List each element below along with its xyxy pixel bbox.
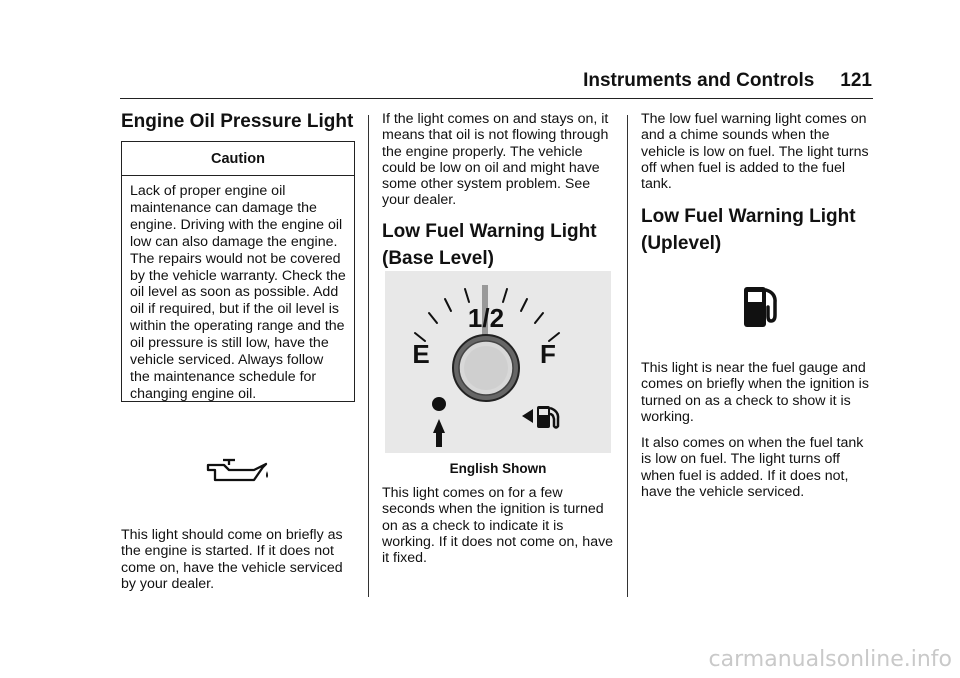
caution-text: Lack of proper engine oil maintenance can damage the engine. Driving with the engine oil low can also damage the engine. The repairs would not be covered by the vehicle warranty. Check the oil level as soon as possible. Add oil if required, but if the oil level is within the operating range and the oil pressure is still low, have the vehicle serviced. Always follow the maintenance schedule for changing engine oil. xyxy=(130,183,346,402)
header-divider xyxy=(120,98,873,99)
oil-flow-paragraph: If the light comes on and stays on, it means that oil is not flowing through the engine properly. The vehicle could be low on oil and might have some other system problem. See your dealer. xyxy=(382,111,609,209)
heading-low-fuel-uplevel-line2: (Uplevel) xyxy=(641,233,722,254)
uplevel-low-fuel-paragraph: It also comes on when the fuel tank is low on fuel. The light turns off when fuel is added. If it does not, have the vehicle serviced. xyxy=(641,435,864,501)
uplevel-ignition-paragraph: This light is near the fuel gauge and comes on briefly when the ignition is turned on as a check to show it is working. xyxy=(641,360,869,425)
fuel-pump-icon xyxy=(742,285,782,329)
page-header xyxy=(583,70,872,92)
oil-light-paragraph: This light should come on briefly as the engine is started. If it does not come on, have the vehicle serviced by your dealer. xyxy=(121,527,343,592)
col3-body-bottom xyxy=(641,360,877,510)
caution-title: Caution xyxy=(122,142,354,176)
low-fuel-base-paragraph: This light comes on for a few seconds when the ignition is turned on as a check to indicate it is working. If it does not come on, have it fixed. xyxy=(382,485,614,567)
watermark: carmanualsonline.info xyxy=(708,647,952,672)
gauge-empty-label: E xyxy=(412,339,430,369)
section-title: Instruments and Controls xyxy=(583,70,815,91)
caution-box xyxy=(121,141,355,402)
heading-low-fuel-base-line1: Low Fuel Warning Light xyxy=(382,221,597,242)
heading-low-fuel-base xyxy=(382,218,618,272)
low-fuel-chime-paragraph: The low fuel warning light comes on and a chime sounds when the vehicle is low on fuel. The light turns off when fuel is added to the fuel tank. xyxy=(641,111,869,193)
gauge-caption: English Shown xyxy=(449,461,547,476)
heading-low-fuel-uplevel-line1: Low Fuel Warning Light xyxy=(641,206,856,227)
column-divider-left xyxy=(368,115,369,597)
oil-can-icon xyxy=(205,456,269,486)
fuel-gauge-illustration xyxy=(385,271,611,453)
col2-body-top xyxy=(382,111,618,219)
gauge-half-label: 1/2 xyxy=(467,303,505,333)
col1-body xyxy=(121,527,355,602)
column-divider-right xyxy=(627,115,628,597)
col3-body-top xyxy=(641,111,877,202)
gauge-full-label: F xyxy=(540,339,556,369)
heading-low-fuel-base-line2: (Base Level) xyxy=(382,248,494,269)
col2-body-bottom xyxy=(382,485,618,576)
heading-low-fuel-uplevel xyxy=(641,203,877,257)
heading-oil-pressure: Engine Oil Pressure Light xyxy=(121,111,354,132)
page-number: 121 xyxy=(840,70,872,91)
